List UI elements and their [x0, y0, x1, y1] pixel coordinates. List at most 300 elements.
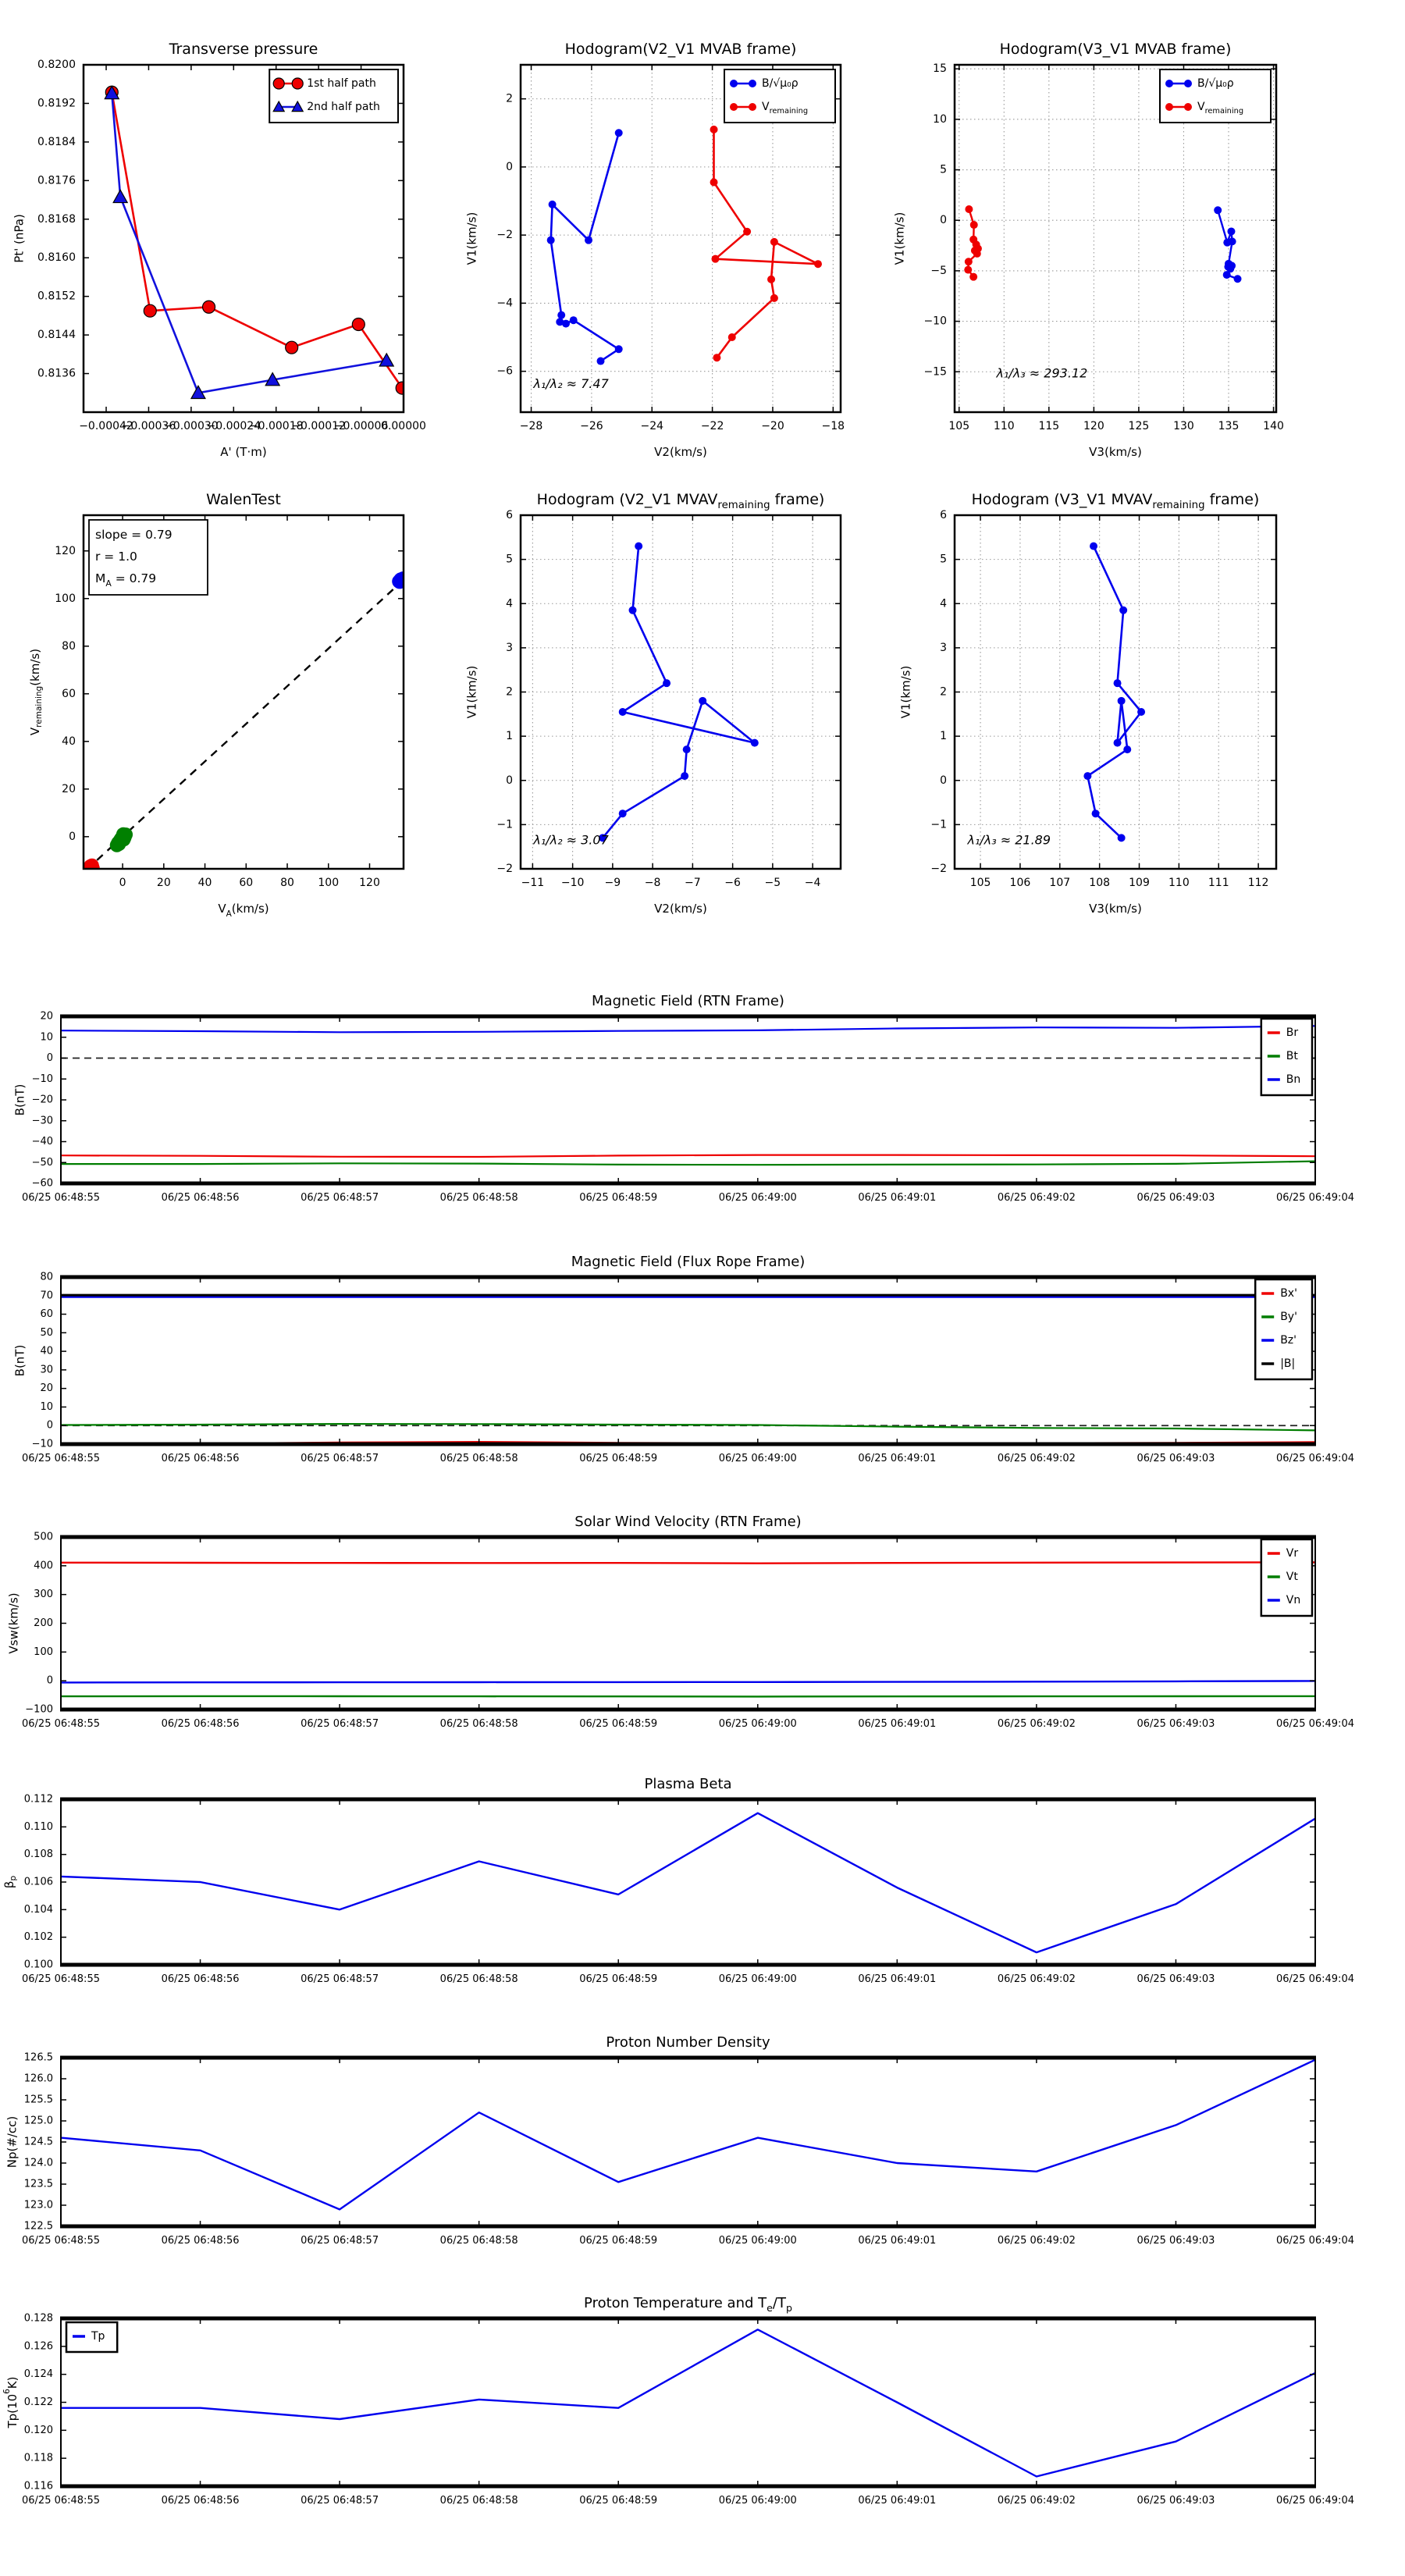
lambda-annotation: λ₁/λ₃ ≈ 21.89 [967, 832, 1051, 848]
panel-hodogram-v2v1-mvab [465, 41, 845, 459]
panel-title: Plasma Beta [644, 1776, 732, 1792]
x-tick-label: 06/25 06:49:04 [1276, 2495, 1354, 2507]
x-tick-label: 06/25 06:48:58 [439, 2495, 518, 2507]
lambda-annotation: λ₁/λ₂ ≈ 3.07 [533, 832, 609, 848]
x-tick-label: 06/25 06:48:55 [22, 2235, 100, 2247]
panel-title: Transverse pressure [169, 41, 318, 58]
x-tick-label: 06/25 06:48:58 [439, 1453, 518, 1464]
series-cluster-green-markers [110, 827, 133, 852]
y-tick-label: 0.100 [23, 1959, 53, 1971]
x-tick-label: −7 [685, 877, 701, 889]
y-tick-label: 122.5 [23, 2220, 53, 2233]
y-tick-label: 125.0 [23, 2115, 53, 2127]
legend [66, 2322, 117, 2352]
x-tick-label: 06/25 06:48:55 [22, 1718, 100, 1730]
x-tick-label: −26 [580, 420, 603, 432]
x-tick-label: −0.00030 [164, 420, 219, 432]
y-axis-label: $V_{remaining}(km/s)$ [27, 648, 44, 736]
y-axis-label: Pt' (nPa) [12, 214, 27, 263]
y-tick-label: −15 [923, 365, 947, 379]
y-tick-label: 0 [506, 160, 513, 173]
x-tick-label: 115 [1038, 420, 1060, 432]
x-tick-label: 06/25 06:49:04 [1276, 2235, 1354, 2247]
y-tick-label: 40 [40, 1345, 53, 1357]
x-tick-label: −11 [521, 877, 545, 889]
panel-title: Hodogram (V3_V1 $MVAV_{remaining}$ frame) [971, 491, 1260, 511]
x-tick-label: 111 [1208, 877, 1229, 889]
y-tick-label: 124.0 [23, 2157, 53, 2169]
panel-hodogram-v3v1-mvav [899, 491, 1277, 916]
x-tick-label: −6 [724, 877, 741, 889]
stats-line: slope = 0.79 [95, 528, 173, 542]
y-tick-label: 100 [55, 592, 76, 605]
panel-transverse-pressure [12, 41, 426, 459]
x-tick-label: 06/25 06:49:00 [718, 1453, 797, 1464]
y-axis-label: V1(km/s) [898, 665, 913, 719]
x-tick-label: −0.00006 [333, 420, 389, 432]
x-tick-label: 06/25 06:49:03 [1136, 1718, 1215, 1730]
y-tick-label: −20 [31, 1094, 53, 1106]
panel-title: Magnetic Field (Flux Rope Frame) [571, 1254, 806, 1270]
x-tick-label: 110 [993, 420, 1015, 432]
x-tick-label: 06/25 06:48:56 [161, 2495, 240, 2507]
y-tick-label: −50 [31, 1156, 53, 1169]
panel-hodogram-v2v1-mvav [465, 491, 841, 916]
x-tick-label: 06/25 06:48:58 [439, 1718, 518, 1730]
legend-label-v-remaining: $V_{remaining}$ [762, 101, 809, 116]
stats-line: r = 1.0 [95, 550, 137, 564]
axes-box [61, 1016, 1315, 1183]
y-tick-label: 0.124 [23, 2368, 53, 2381]
x-tick-label: 06/25 06:48:58 [439, 1192, 518, 1204]
y-tick-label: 5 [940, 163, 947, 176]
x-tick-label: −22 [700, 420, 724, 432]
legend-label-b-magnitude: |B| [1280, 1357, 1296, 1370]
y-tick-label: 2 [506, 685, 513, 699]
y-tick-label: 80 [62, 639, 76, 653]
x-tick-label: 06/25 06:48:56 [161, 1453, 240, 1464]
y-tick-label: 4 [940, 597, 947, 610]
y-tick-label: 0 [46, 1419, 53, 1432]
y-tick-label: −6 [496, 365, 513, 378]
y-tick-label: 70 [40, 1290, 53, 1302]
x-tick-label: 06/25 06:48:56 [161, 1192, 240, 1204]
stats-line: $M_A = 0.79$ [95, 571, 157, 589]
y-tick-label: 0.8152 [37, 290, 76, 303]
y-tick-label: 126.0 [23, 2073, 53, 2085]
y-tick-label: −60 [31, 1177, 53, 1190]
x-tick-label: 06/25 06:49:03 [1136, 1973, 1215, 1985]
y-axis-label: Np(#/cc) [5, 2115, 20, 2169]
legend-label-b-alfven: B/√μ₀ρ [762, 77, 799, 90]
y-tick-label: 0.112 [23, 1793, 53, 1806]
panel-magnetic-field-rtn [13, 993, 1354, 1204]
legend-label-by-prime: By' [1280, 1311, 1297, 1323]
panel-title: Hodogram (V2_V1 $MVAV_{remaining}$ frame) [536, 491, 825, 511]
y-axis-label: B(nT) [12, 1344, 27, 1377]
lambda-annotation: λ₁/λ₃ ≈ 293.12 [996, 365, 1088, 381]
y-tick-label: 30 [40, 1364, 53, 1376]
x-tick-label: 80 [280, 877, 294, 889]
panel-hodogram-v3v1-mvab [893, 41, 1284, 459]
y-tick-label: 100 [34, 1646, 53, 1658]
panel-proton-temperature [2, 2295, 1354, 2507]
series-b-alfven-line [551, 133, 619, 361]
y-tick-label: 20 [62, 782, 76, 795]
y-tick-label: 0 [46, 1674, 53, 1687]
x-tick-label: −9 [604, 877, 621, 889]
y-axis-label: V1(km/s) [464, 212, 479, 265]
y-tick-label: 50 [40, 1326, 53, 1339]
series-first-half-path-line [112, 92, 402, 388]
y-tick-label: 60 [40, 1308, 53, 1321]
y-tick-label: 0 [940, 214, 947, 227]
series-fit-line-line [87, 579, 404, 870]
legend-label-bn: Bn [1286, 1073, 1301, 1086]
legend-label-second-half-path: 2nd half path [307, 101, 380, 113]
y-tick-label: 6 [506, 509, 513, 521]
x-tick-label: 06/25 06:49:01 [858, 1718, 937, 1730]
x-tick-label: 06/25 06:49:00 [718, 1192, 797, 1204]
x-tick-label: −10 [560, 877, 585, 889]
y-tick-label: 0.8192 [37, 97, 76, 110]
x-tick-label: 06/25 06:48:58 [439, 1973, 518, 1985]
x-tick-label: 20 [156, 877, 171, 889]
x-tick-label: −0.00036 [121, 420, 176, 432]
x-tick-label: 06/25 06:48:57 [301, 1973, 379, 1985]
series-vr-line [61, 1562, 1315, 1563]
x-tick-label: 06/25 06:49:02 [997, 1718, 1076, 1730]
y-tick-label: −40 [31, 1136, 53, 1147]
x-tick-label: −5 [764, 877, 781, 889]
axes-box [61, 1277, 1315, 1444]
panel-title: Proton Number Density [606, 2034, 770, 2051]
x-tick-label: −20 [761, 420, 784, 432]
x-tick-label: 06/25 06:49:01 [858, 1453, 937, 1464]
x-tick-label: 100 [318, 877, 340, 889]
series-v-remaining-markers [964, 205, 982, 281]
series-b-alfven-markers [547, 129, 623, 365]
y-tick-label: −10 [31, 1438, 53, 1450]
x-tick-label: 06/25 06:49:00 [718, 2495, 797, 2507]
y-tick-label: −10 [923, 315, 947, 328]
panel-proton-number-density [5, 2034, 1354, 2247]
legend [1255, 1279, 1312, 1379]
x-tick-label: 06/25 06:48:59 [579, 1973, 658, 1985]
y-tick-label: 20 [40, 1382, 53, 1395]
y-tick-label: 0 [506, 774, 513, 787]
y-tick-label: 0.102 [23, 1931, 53, 1944]
legend-label-vr: Vr [1286, 1547, 1299, 1560]
x-tick-label: 06/25 06:49:00 [718, 1718, 797, 1730]
lambda-annotation: λ₁/λ₂ ≈ 7.47 [533, 375, 609, 391]
y-tick-label: 0.126 [23, 2340, 53, 2353]
x-tick-label: 06/25 06:48:59 [579, 2235, 658, 2247]
y-tick-label: −5 [930, 264, 947, 277]
y-tick-label: −2 [496, 863, 513, 875]
x-tick-label: −0.00042 [79, 420, 133, 432]
legend-label-tp: Tp [91, 2330, 105, 2343]
panel-title: Hodogram(V3_V1 MVAB frame) [999, 41, 1232, 58]
y-tick-label: 0.110 [23, 1820, 53, 1833]
panel-title: WalenTest [206, 491, 281, 508]
y-tick-label: 40 [62, 735, 76, 748]
y-tick-label: 0.8200 [37, 59, 76, 71]
x-tick-label: 06/25 06:49:01 [858, 1192, 937, 1204]
x-tick-label: 06/25 06:49:02 [997, 1192, 1076, 1204]
y-tick-label: 3 [940, 641, 947, 654]
y-axis-label: $\beta_p$ [2, 1875, 18, 1889]
y-tick-label: 3 [506, 641, 513, 654]
legend-label-v-remaining: $V_{remaining}$ [1197, 101, 1244, 116]
panel-title: Hodogram(V2_V1 MVAB frame) [564, 41, 797, 58]
series-second-half-path-line [112, 94, 386, 393]
x-tick-label: −0.00012 [291, 420, 346, 432]
x-tick-label: 06/25 06:48:57 [301, 2495, 379, 2507]
y-tick-label: −30 [31, 1115, 53, 1127]
y-tick-label: 0.8176 [37, 174, 76, 187]
y-tick-label: 20 [40, 1010, 53, 1023]
x-tick-label: −18 [821, 420, 845, 432]
y-tick-label: −10 [31, 1073, 53, 1085]
x-tick-label: 06/25 06:48:55 [22, 1192, 100, 1204]
x-tick-label: 06/25 06:49:01 [858, 1973, 937, 1985]
y-tick-label: 0.8136 [37, 367, 76, 380]
x-tick-label: 106 [1009, 877, 1031, 889]
y-tick-label: 0.8144 [37, 329, 76, 342]
series-second-half-path-markers [105, 86, 393, 398]
x-tick-label: 107 [1049, 877, 1071, 889]
x-tick-label: 06/25 06:48:59 [579, 1453, 658, 1464]
y-tick-label: 0.8160 [37, 251, 76, 265]
x-tick-label: 112 [1247, 877, 1269, 889]
y-tick-label: 0.108 [23, 1848, 53, 1861]
series-v-remaining-line [714, 130, 819, 358]
series-cluster-blue-markers [392, 571, 410, 589]
y-tick-label: 500 [34, 1531, 53, 1543]
series-cluster-red-markers [83, 859, 100, 877]
x-tick-label: 06/25 06:49:04 [1276, 1192, 1354, 1204]
legend-label-vt: Vt [1286, 1571, 1298, 1583]
y-tick-label: −2 [496, 229, 513, 242]
x-tick-label: 108 [1089, 877, 1111, 889]
y-tick-label: 0.122 [23, 2396, 53, 2408]
y-tick-label: 15 [933, 62, 947, 76]
y-tick-label: 1 [940, 730, 947, 743]
x-tick-label: 06/25 06:49:01 [858, 2495, 937, 2507]
x-tick-label: 06/25 06:49:03 [1136, 2235, 1215, 2247]
x-tick-label: 06/25 06:48:55 [22, 1973, 100, 1985]
y-tick-label: 0.104 [23, 1903, 53, 1916]
y-axis-label: V1(km/s) [892, 212, 907, 265]
x-tick-label: −8 [644, 877, 661, 889]
series-vt-line [61, 1696, 1315, 1697]
series-first-half-path-markers [105, 86, 408, 394]
legend-label-bt: Bt [1286, 1050, 1298, 1062]
y-tick-label: −4 [496, 297, 513, 310]
x-tick-label: 06/25 06:49:04 [1276, 1453, 1354, 1464]
series-vn-line [61, 1681, 1315, 1682]
x-tick-label: 06/25 06:49:03 [1136, 2495, 1215, 2507]
y-tick-label: 124.5 [23, 2136, 53, 2148]
y-tick-label: −100 [25, 1703, 53, 1716]
x-axis-label: $V_A(km/s)$ [218, 902, 269, 919]
panel-title: Proton Temperature and $T_e/T_p$ [584, 2295, 792, 2314]
x-tick-label: 06/25 06:48:57 [301, 1718, 379, 1730]
legend-label-first-half-path: 1st half path [307, 77, 376, 90]
x-tick-label: −4 [804, 877, 821, 889]
legend [1261, 1019, 1312, 1095]
x-tick-label: 06/25 06:48:59 [579, 1192, 658, 1204]
y-tick-label: 125.5 [23, 2094, 53, 2106]
y-tick-label: 2 [506, 92, 513, 105]
x-axis-label: V2(km/s) [654, 445, 707, 459]
x-tick-label: 06/25 06:49:02 [997, 2495, 1076, 2507]
x-tick-label: 06/25 06:49:03 [1136, 1192, 1215, 1204]
x-tick-label: 06/25 06:49:02 [997, 2235, 1076, 2247]
legend [1160, 69, 1271, 123]
x-tick-label: 06/25 06:48:57 [301, 2235, 379, 2247]
y-tick-label: 0.118 [23, 2452, 53, 2464]
x-axis-label: A' (T·m) [220, 445, 267, 459]
x-tick-label: 109 [1129, 877, 1150, 889]
y-tick-label: 400 [34, 1560, 53, 1572]
legend [269, 69, 398, 123]
y-tick-label: 10 [933, 112, 947, 126]
x-tick-label: 06/25 06:49:01 [858, 2235, 937, 2247]
x-tick-label: −0.00018 [248, 420, 304, 432]
x-axis-label: V3(km/s) [1089, 902, 1142, 916]
y-tick-label: 0.128 [23, 2312, 53, 2325]
panel-magnetic-field-flux-rope [13, 1254, 1354, 1464]
axes-box [61, 1799, 1315, 1965]
x-tick-label: 06/25 06:49:04 [1276, 1718, 1354, 1730]
panel-plasma-beta [2, 1776, 1354, 1985]
x-axis-label: V3(km/s) [1089, 445, 1142, 459]
legend-label-bx-prime: Bx' [1280, 1287, 1297, 1300]
x-tick-label: 0 [119, 877, 126, 889]
series-bn-line [61, 1026, 1315, 1032]
series-b-alfven-markers [1214, 206, 1241, 283]
x-tick-label: 06/25 06:48:59 [579, 2495, 658, 2507]
panel-title: Solar Wind Velocity (RTN Frame) [574, 1514, 802, 1530]
y-tick-label: 0 [69, 830, 76, 843]
x-tick-label: 60 [239, 877, 254, 889]
y-axis-label: B(nT) [12, 1083, 27, 1116]
y-tick-label: 6 [940, 509, 947, 521]
y-tick-label: −2 [930, 863, 947, 875]
y-tick-label: 4 [506, 597, 513, 610]
y-tick-label: 126.5 [23, 2051, 53, 2064]
panel-title: Magnetic Field (RTN Frame) [592, 993, 784, 1009]
x-tick-label: 06/25 06:49:04 [1276, 1973, 1354, 1985]
x-tick-label: 06/25 06:49:03 [1136, 1453, 1215, 1464]
series-bt-line [61, 1162, 1315, 1165]
y-tick-label: 10 [40, 1031, 53, 1044]
x-axis-label: V2(km/s) [654, 902, 707, 916]
y-tick-label: 1 [506, 730, 513, 743]
y-tick-label: 200 [34, 1617, 53, 1629]
legend-label-vn: Vn [1286, 1594, 1301, 1606]
y-axis-label: Vsw(km/s) [6, 1592, 21, 1654]
x-tick-label: 120 [359, 877, 380, 889]
y-tick-label: 60 [62, 687, 76, 700]
panel-solar-wind-velocity [7, 1514, 1354, 1730]
x-tick-label: 06/25 06:49:02 [997, 1973, 1076, 1985]
x-tick-label: 06/25 06:49:00 [718, 1973, 797, 1985]
x-tick-label: 06/25 06:49:00 [718, 2235, 797, 2247]
x-tick-label: 06/25 06:48:55 [22, 1453, 100, 1464]
y-axis-label: V1(km/s) [464, 665, 479, 719]
x-tick-label: 06/25 06:48:59 [579, 1718, 658, 1730]
y-tick-label: −1 [496, 818, 513, 831]
x-tick-label: 06/25 06:48:57 [301, 1453, 379, 1464]
x-tick-label: 06/25 06:49:02 [997, 1453, 1076, 1464]
legend [1261, 1539, 1312, 1616]
x-tick-label: 130 [1173, 420, 1194, 432]
y-tick-label: 120 [55, 544, 76, 557]
y-tick-label: 5 [506, 553, 513, 566]
x-tick-label: 105 [969, 877, 991, 889]
x-tick-label: 06/25 06:48:57 [301, 1192, 379, 1204]
legend-label-br: Br [1286, 1026, 1299, 1039]
x-tick-label: 110 [1168, 877, 1190, 889]
y-tick-label: 123.0 [23, 2199, 53, 2211]
y-tick-label: 0.116 [23, 2480, 53, 2492]
y-tick-label: 0.8168 [37, 212, 76, 226]
series-tp-line [61, 2329, 1315, 2476]
x-tick-label: 135 [1218, 420, 1240, 432]
x-tick-label: 0.00000 [381, 420, 426, 432]
x-tick-label: 06/25 06:48:58 [439, 2235, 518, 2247]
legend-label-b-alfven: B/√μ₀ρ [1197, 77, 1234, 90]
x-tick-label: 06/25 06:48:56 [161, 1973, 240, 1985]
x-tick-label: 125 [1128, 420, 1150, 432]
legend [724, 69, 835, 123]
series-v-remaining-markers [710, 126, 822, 361]
x-tick-label: −24 [640, 420, 664, 432]
x-tick-label: 105 [948, 420, 970, 432]
y-tick-label: −1 [930, 818, 947, 831]
y-tick-label: 123.5 [23, 2178, 53, 2190]
series-np-line [61, 2060, 1315, 2210]
x-tick-label: −0.00024 [206, 420, 261, 432]
y-tick-label: 0 [940, 774, 947, 787]
y-tick-label: 0.120 [23, 2424, 53, 2436]
x-tick-label: 120 [1083, 420, 1104, 432]
x-tick-label: 140 [1263, 420, 1284, 432]
y-tick-label: 300 [34, 1589, 53, 1601]
y-axis-label: $Tp(10^6K)$ [2, 2376, 20, 2428]
x-tick-label: 06/25 06:48:56 [161, 1718, 240, 1730]
series-beta-p-line [61, 1813, 1315, 1952]
x-tick-label: 40 [197, 877, 212, 889]
x-tick-label: 06/25 06:48:56 [161, 2235, 240, 2247]
axes-box [61, 2318, 1315, 2486]
y-tick-label: 10 [40, 1400, 53, 1413]
legend-label-bz-prime: Bz' [1280, 1334, 1297, 1347]
panel-walen-test [28, 491, 411, 919]
y-tick-label: 2 [940, 685, 947, 699]
y-tick-label: 0 [46, 1052, 53, 1064]
x-tick-label: 06/25 06:48:55 [22, 2495, 100, 2507]
x-tick-label: −28 [519, 420, 543, 432]
y-tick-label: 0.8184 [37, 135, 76, 148]
y-tick-label: 80 [40, 1271, 53, 1283]
y-tick-label: 5 [940, 553, 947, 566]
series-br-line [61, 1155, 1315, 1157]
y-tick-label: 0.106 [23, 1876, 53, 1888]
